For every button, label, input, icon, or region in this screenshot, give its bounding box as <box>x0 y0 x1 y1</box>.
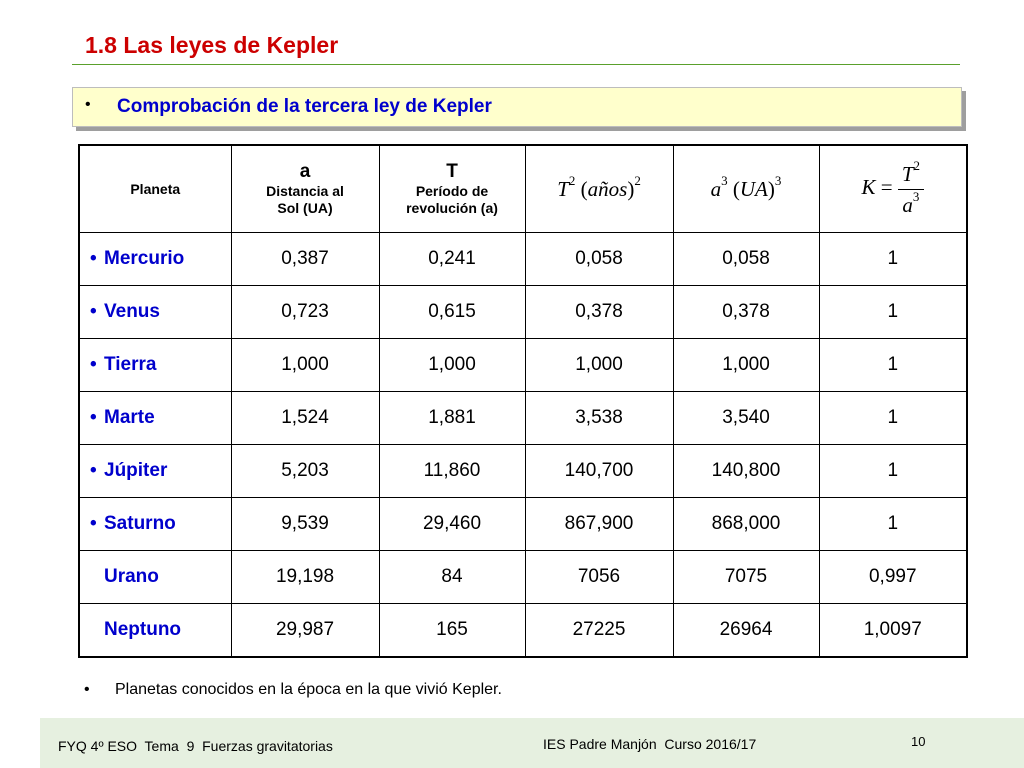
cell-planet <box>79 445 231 498</box>
cell-planet <box>79 392 231 445</box>
cell-kepler-constant: 1 <box>819 445 967 498</box>
title-divider <box>72 64 960 65</box>
header-planet: Planeta <box>79 145 231 233</box>
cell-distance-cubed: 1,000 <box>673 339 819 392</box>
footnote-text: Planetas conocidos en la época en la que vivió Kepler. <box>115 681 502 698</box>
cell-period-squared: 867,900 <box>525 498 673 551</box>
cell-distance-cubed: 140,800 <box>673 445 819 498</box>
cell-distance: 5,203 <box>231 445 379 498</box>
cell-period: 165 <box>379 604 525 658</box>
kepler-table <box>78 144 968 658</box>
cell-period-squared: 0,378 <box>525 286 673 339</box>
table-row <box>79 551 967 604</box>
planet-name: Marte <box>104 407 155 428</box>
cell-planet <box>79 233 231 286</box>
section-banner <box>72 87 962 127</box>
table-header-row <box>79 145 967 233</box>
cell-distance-cubed: 26964 <box>673 604 819 658</box>
cell-planet <box>79 286 231 339</box>
cell-kepler-constant: 1 <box>819 286 967 339</box>
header-period-squared <box>525 145 673 233</box>
cell-period: 1,881 <box>379 392 525 445</box>
cell-distance: 29,987 <box>231 604 379 658</box>
footnote <box>84 681 502 699</box>
header-distance: a Distancia al Sol (UA) <box>231 145 379 233</box>
cell-distance: 0,723 <box>231 286 379 339</box>
cell-period-squared: 7056 <box>525 551 673 604</box>
cell-period-squared: 3,538 <box>525 392 673 445</box>
planet-bullet: • <box>90 460 97 481</box>
cell-kepler-constant: 1 <box>819 392 967 445</box>
cell-kepler-constant: 1 <box>819 233 967 286</box>
planet-name: Mercurio <box>104 248 185 269</box>
header-period: T Período de revolución (a) <box>379 145 525 233</box>
planet-name: Urano <box>104 566 159 587</box>
table-row <box>79 604 967 658</box>
cell-period: 1,000 <box>379 339 525 392</box>
page-number: 10 <box>911 734 926 749</box>
cell-period-squared: 0,058 <box>525 233 673 286</box>
table-row <box>79 392 967 445</box>
planet-name: Saturno <box>104 513 176 534</box>
cell-kepler-constant: 1 <box>819 498 967 551</box>
cell-distance: 9,539 <box>231 498 379 551</box>
table-row <box>79 286 967 339</box>
slide-title: 1.8 Las leyes de Kepler <box>85 32 339 58</box>
banner-text: Comprobación de la tercera ley de Kepler <box>117 96 492 117</box>
planet-bullet: • <box>90 354 97 375</box>
planet-bullet: • <box>90 248 97 269</box>
cell-distance-cubed: 7075 <box>673 551 819 604</box>
planet-name: Neptuno <box>104 619 182 640</box>
formula-period-squared: $T^2$ (años)$^2$ <box>557 173 641 201</box>
table-row <box>79 498 967 551</box>
cell-planet <box>79 498 231 551</box>
cell-period-squared: 1,000 <box>525 339 673 392</box>
cell-kepler-constant: 0,997 <box>819 551 967 604</box>
cell-distance-cubed: 0,378 <box>673 286 819 339</box>
planet-bullet: • <box>90 513 97 534</box>
table-row <box>79 445 967 498</box>
cell-period: 0,241 <box>379 233 525 286</box>
cell-distance-cubed: 0,058 <box>673 233 819 286</box>
table-row <box>79 339 967 392</box>
cell-distance: 0,387 <box>231 233 379 286</box>
header-distance-cubed <box>673 145 819 233</box>
cell-period-squared: 140,700 <box>525 445 673 498</box>
footer-school: IES Padre Manjón Curso 2016/17 <box>543 736 757 752</box>
cell-period: 84 <box>379 551 525 604</box>
cell-distance: 1,000 <box>231 339 379 392</box>
planet-bullet: • <box>90 407 97 428</box>
footnote-bullet: • <box>84 681 90 698</box>
cell-kepler-constant: 1,0097 <box>819 604 967 658</box>
planet-bullet: • <box>90 301 97 322</box>
header-kepler-constant <box>819 145 967 233</box>
planet-name: Tierra <box>104 354 157 375</box>
cell-kepler-constant: 1 <box>819 339 967 392</box>
cell-period: 29,460 <box>379 498 525 551</box>
cell-period-squared: 27225 <box>525 604 673 658</box>
cell-distance: 19,198 <box>231 551 379 604</box>
cell-period: 11,860 <box>379 445 525 498</box>
formula-kepler-constant: K = $\frac{T^2}{a^3}$ <box>861 175 924 199</box>
banner-bullet: • <box>85 96 91 113</box>
cell-planet <box>79 551 231 604</box>
planet-name: Venus <box>104 301 160 322</box>
planet-name: Júpiter <box>104 460 168 481</box>
cell-distance-cubed: 868,000 <box>673 498 819 551</box>
cell-distance-cubed: 3,540 <box>673 392 819 445</box>
table-row <box>79 233 967 286</box>
cell-planet <box>79 604 231 658</box>
footer-course: FYQ 4º ESO Tema 9 Fuerzas gravitatorias <box>58 738 333 754</box>
cell-period: 0,615 <box>379 286 525 339</box>
cell-distance: 1,524 <box>231 392 379 445</box>
cell-planet <box>79 339 231 392</box>
formula-distance-cubed: $a^3$ (UA)$^3$ <box>710 173 782 201</box>
